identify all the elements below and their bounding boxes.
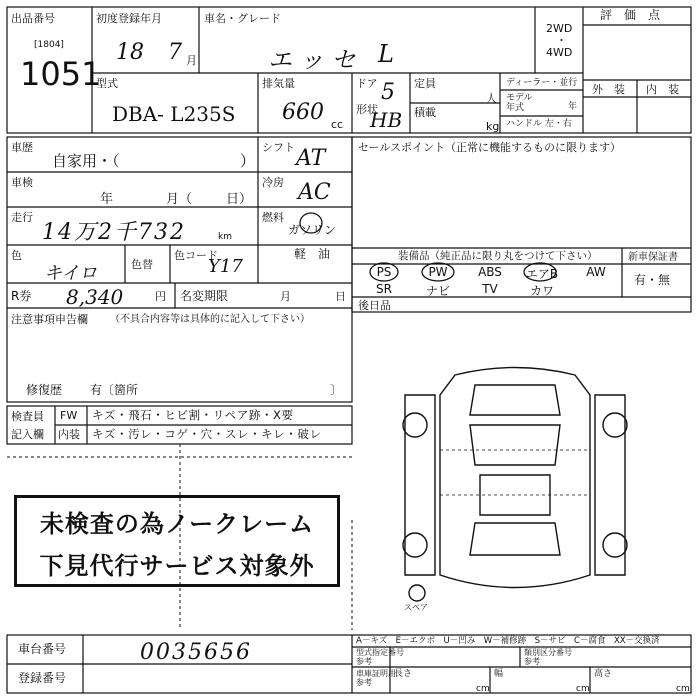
car-name-label: 車名・グレード [204, 12, 281, 25]
door-label: ドア [356, 77, 378, 90]
name-change-month: 月 [280, 290, 291, 303]
warranty-value: 有・無 [634, 273, 671, 287]
type-spec-label: 型式指定番号 参考 [356, 648, 404, 666]
color-value: キイロ [44, 263, 98, 284]
car-name-value: エッセ [268, 46, 364, 74]
fw-items: キズ・飛石・ヒビ割・リペア跡・X要 [92, 408, 294, 422]
yen-unit: 円 [155, 290, 166, 303]
recycle-label: R券 [11, 289, 32, 303]
chassis-value: 0035656 [140, 640, 252, 665]
equip-abs: ABS [478, 265, 502, 279]
fw-label: FW [60, 409, 78, 422]
first-registration-year: 18 [116, 40, 144, 65]
class-label: 類別区分番号 参考 [524, 648, 572, 666]
sales-point-label: セールスポイント（正常に機能するものに限ります） [358, 141, 622, 154]
size-ref-label: 車庫証明用 参考 [356, 669, 396, 687]
inspection-day: 日） [226, 192, 253, 207]
inspection-year: 年 [100, 192, 114, 207]
wheel-front-left [403, 413, 427, 437]
equip-sr: SR [376, 282, 392, 296]
inspection-label: 車検 [11, 176, 33, 189]
ac-value: AC [298, 180, 331, 205]
dealer-label: ディーラー・並行 [506, 78, 578, 88]
shift-label: シフト [262, 141, 295, 154]
lot-number: 1051 [20, 55, 102, 93]
height-label: 高さ [594, 669, 613, 679]
color-label: 色 [11, 249, 22, 262]
exterior-score-label: 外 装 [592, 83, 625, 96]
wheel-rear-right [603, 533, 627, 557]
drive-2wd: 2WD [546, 22, 573, 35]
model-year-label: モデル 年式 [506, 93, 533, 113]
repair-value: 有〔箇所 [90, 383, 139, 397]
equip-pw: PW [428, 265, 448, 279]
score-label: 評 価 点 [600, 8, 661, 22]
shape-value: HB [370, 108, 403, 132]
color-change-label: 色替 [131, 258, 153, 271]
notes-label: 注意事項申告欄 [11, 313, 88, 326]
delivery-label: 後日品 [358, 299, 391, 312]
equip-tv: TV [482, 282, 498, 296]
width-cm-unit: cm [576, 684, 590, 694]
cc-unit: cc [331, 118, 344, 131]
km-unit: km [218, 232, 232, 242]
inspector-label: 検査員 記入欄 [11, 410, 44, 441]
name-change-day: 日 [335, 290, 346, 303]
equip-aw: AW [586, 265, 606, 279]
registration-label: 登録番号 [18, 671, 67, 685]
model-label: 型式 [96, 77, 118, 90]
car-damage-diagram [395, 355, 635, 615]
equip-airbag: エアB [525, 267, 559, 281]
equipment-title: 装備品（純正品に限り丸をつけて下さい） [398, 250, 598, 262]
warranty-label: 新車保証書 [628, 252, 678, 263]
height-cm-unit: cm [676, 684, 690, 694]
no-claim-banner [14, 495, 340, 587]
load-label: 積載 [414, 106, 436, 119]
lot-number-label: 出品番号 [11, 12, 55, 25]
wheel-front-right [603, 413, 627, 437]
right-side-panel [595, 395, 625, 575]
left-side-panel [405, 395, 435, 575]
banner-line-1: 未検査の為ノークレーム [39, 510, 315, 538]
interior-check-label: 内装 [58, 428, 80, 441]
displacement-label: 排気量 [262, 77, 295, 90]
equip-navi: ナビ [425, 284, 450, 298]
notes-hint: （不具合内容等は具体的に記入して下さい） [110, 314, 310, 325]
lot-small-code: [1804] [34, 40, 64, 50]
width-label: 幅 [494, 669, 504, 679]
banner-line-2: 下見代行サービス対象外 [39, 552, 315, 580]
grade-value: L [378, 40, 394, 68]
model-value: DBA- L235S [112, 102, 236, 126]
equip-ps: PS [376, 265, 392, 279]
first-registration-month: 7 [168, 40, 182, 65]
name-change-label: 名変期限 [180, 289, 229, 303]
month-unit: 月 [186, 54, 197, 67]
displacement-value: 660 [282, 100, 324, 125]
shift-value: AT [296, 146, 326, 171]
model-year-unit: 年 [568, 102, 578, 112]
hood-panel [470, 385, 560, 415]
shape-label: 形状 [356, 103, 378, 116]
history-label: 車歴 [11, 141, 33, 154]
color-code-value: Y17 [208, 256, 243, 277]
ac-label: 冷房 [262, 176, 284, 189]
capacity-unit: 人 [486, 92, 497, 105]
capacity-label: 定員 [414, 77, 436, 90]
history-close: ） [240, 152, 256, 170]
rear-window [470, 523, 560, 555]
interior-score-label: 内 装 [646, 83, 679, 96]
color-code-label: 色コード [174, 249, 218, 262]
spare-label: スペア [404, 603, 428, 612]
repair-label: 修復歴 [26, 383, 63, 397]
spare-tire [409, 585, 425, 601]
fuel-light-oil: 軽 油 [294, 247, 331, 261]
damage-legend: A－キズ E－エクボ U－凹み W－補修跡 S－サビ C－腐食 XX－交換済 [356, 636, 660, 646]
chassis-label: 車台番号 [18, 642, 67, 656]
history-value: 自家用・（ [52, 152, 120, 170]
interior-items: キズ・汚レ・コゲ・穴・スレ・キレ・破レ [92, 427, 322, 441]
wheel-rear-left [403, 533, 427, 557]
length-cm-unit: cm [476, 684, 490, 694]
handle-label: ハンドル 左・右 [506, 119, 572, 129]
fuel-label: 燃料 [262, 211, 284, 224]
fuel-gas: ガソリン [288, 223, 337, 237]
inspection-month: 月（ [166, 192, 193, 207]
first-registration-label: 初度登録年月 [96, 12, 162, 25]
length-label: 長さ [394, 669, 413, 679]
door-value: 5 [381, 80, 395, 105]
equip-leather: カワ [529, 284, 554, 298]
drive-4wd: 4WD [546, 46, 573, 59]
mileage-value: 14万2千732 [42, 220, 186, 245]
windshield [470, 425, 560, 465]
repair-close: 〕 [330, 383, 343, 397]
recycle-value: 8,340 [66, 285, 124, 309]
mileage-label: 走行 [11, 211, 33, 224]
load-unit: kg [486, 120, 500, 133]
drive-separator: ・ [556, 34, 567, 47]
